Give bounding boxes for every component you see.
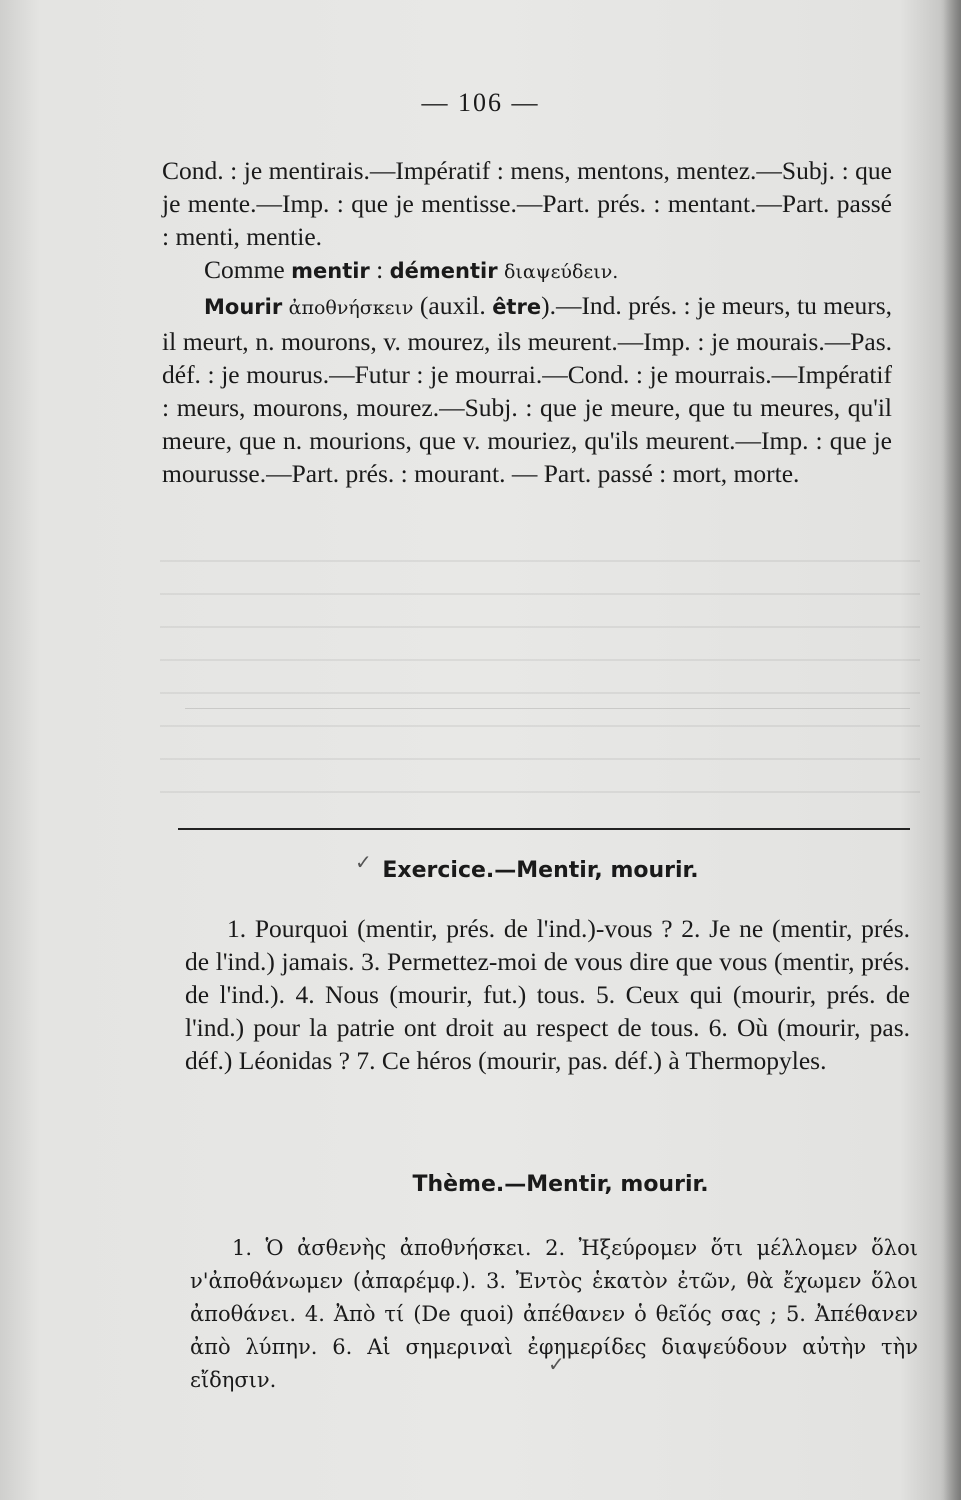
exercice-text: 1. Pourquoi (mentir, prés. de l'ind.)-vous ? 2. Je ne (mentir, prés. de l'ind.) jamais. 3. Permettez-moi de vous dire que vous (mentir, prés. de l'ind.). 4. Nous (mourir, fut.) tous. 5. Ceux qui (mourir, prés. de l'ind.) pour la patrie ont droit au respect de tous. 6. Où (mourir, pas. déf.) Léonidas ? 7. Ce héros (mourir, pas. déf.) à Thermopyles. xyxy=(185,914,910,1075)
theme-text: 1. Ὁ ἀσθενὴς ἀποθνήσκει. 2. Ἠξεύρομεν ὅτι μέλλομεν ὅλοι ν'ἀποθάνωμεν (ἀπαρέμφ.). 3. Ἐντὸς ἑκατὸν ἐτῶν, θὰ ἔχωμεν ὅλοι ἀποθάνει. 4. Ἀπὸ τί (De quoi) ἀπέθανεν ὁ θεῖός σας ; 5. Ἀπέθανεν ἀπὸ λύπην. 6. Αἱ σημεριναὶ ἐφημερίδες διαψεύδουν αὐτὴν τὴν εἴδησιν. xyxy=(190,1236,918,1392)
mentir-term: mentir xyxy=(291,259,370,283)
mourir-term: Mourir xyxy=(204,295,283,319)
dementir-term: démentir xyxy=(389,259,498,283)
greek-translation: διαψεύδειν. xyxy=(503,261,619,283)
page-edge-shadow xyxy=(943,0,961,1500)
mourir-forms: ).—Ind. prés. : je meurs, tu meurs, il meurt, n. mourons, v. mourez, ils meurent.—Imp. : je mourais.—Pas. déf. : je mourus.—Futur : je mourrai.—Cond. : je mourrais.—Impératif : meurs, mourons, mourez.—Subj. : que je meure, que tu meures, qu'il meure, que n. mourions, que v. mouriez, qu'ils meurent.—Imp. : que je mourusse.—Part. prés. : mourant. — Part. passé : mort, morte. xyxy=(162,291,892,488)
check-mark-icon: ✓ xyxy=(355,850,372,874)
separator: : xyxy=(369,255,390,284)
bleed-through-text xyxy=(160,560,920,800)
mentir-conjugation: Cond. : je mentirais.—Impératif : mens, mentons, mentez.—Subj. : que je mente.—Imp. : que je mentisse.—Part. prés. : mentant.—Part. passé : menti, mentie. xyxy=(162,156,892,251)
page-number: — 106 — xyxy=(421,88,540,117)
mourir-conjugation xyxy=(162,289,892,490)
comme-mentir-line xyxy=(162,253,892,289)
auxil-open: (auxil. xyxy=(419,291,486,320)
conjugation-section xyxy=(162,154,892,490)
comme-word: Comme xyxy=(204,255,285,284)
faint-divider xyxy=(185,708,910,709)
section-divider xyxy=(178,828,910,830)
exercice-heading: Exercice.—Mentir, mourir. xyxy=(382,858,699,883)
mourir-greek: ἀποθνήσκειν xyxy=(288,297,414,319)
check-mark-icon-2: ✓ xyxy=(548,1352,565,1376)
theme-heading: Thème.—Mentir, mourir. xyxy=(412,1172,709,1197)
etre-term: être xyxy=(492,295,542,319)
